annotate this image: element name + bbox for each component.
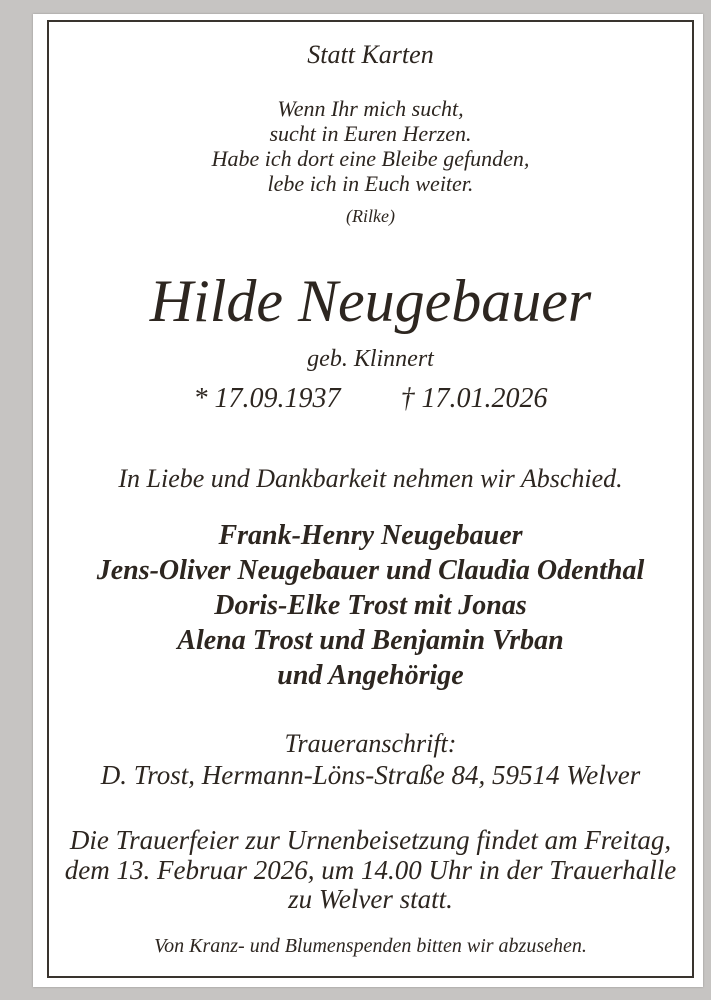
funeral-line: dem 13. Februar 2026, um 14.00 Uhr in der Trauerhalle <box>64 854 677 885</box>
mourner-line: Alena Trost und Benjamin Vrban <box>177 625 564 656</box>
mourner-line: Frank-Henry Neugebauer <box>218 520 523 551</box>
funeral-line: Die Trauerfeier zur Urnenbeisetzung findet am Freitag, <box>69 825 672 855</box>
birth-date: * 17.09.1937 <box>193 383 341 414</box>
statt-karten-header: Statt Karten <box>307 40 434 69</box>
poem-line: Wenn Ihr mich sucht, <box>277 96 464 121</box>
obituary-inner-frame <box>47 20 694 978</box>
mourner-line: und Angehörige <box>277 660 464 691</box>
obituary-card <box>33 14 703 987</box>
donation-note: Von Kranz- und Blumenspenden bitten wir abzusehen. <box>154 934 587 957</box>
farewell-line: In Liebe und Dankbarkeit nehmen wir Abschied. <box>118 464 623 493</box>
memorial-poem <box>49 96 692 196</box>
mourners-list <box>49 518 692 693</box>
poem-line: lebe ich in Euch weiter. <box>267 171 474 196</box>
poem-line: sucht in Euren Herzen. <box>269 121 472 146</box>
mourner-line: Jens-Oliver Neugebauer und Claudia Odenthal <box>96 555 645 586</box>
condolence-address: D. Trost, Hermann-Löns-Straße 84, 59514 Welver <box>100 760 641 790</box>
poem-line: Habe ich dort eine Bleibe gefunden, <box>211 146 530 171</box>
death-date: † 17.01.2026 <box>400 383 548 414</box>
maiden-name: geb. Klinnert <box>307 346 434 372</box>
mourner-line: Doris-Elke Trost mit Jonas <box>214 590 527 621</box>
condolence-address-label: Traueranschrift: <box>284 729 457 758</box>
life-dates <box>49 382 692 415</box>
poem-attribution: (Rilke) <box>346 206 395 226</box>
funeral-announcement <box>49 826 692 915</box>
deceased-name: Hilde Neugebauer <box>149 268 592 334</box>
funeral-line: zu Welver statt. <box>288 884 453 914</box>
